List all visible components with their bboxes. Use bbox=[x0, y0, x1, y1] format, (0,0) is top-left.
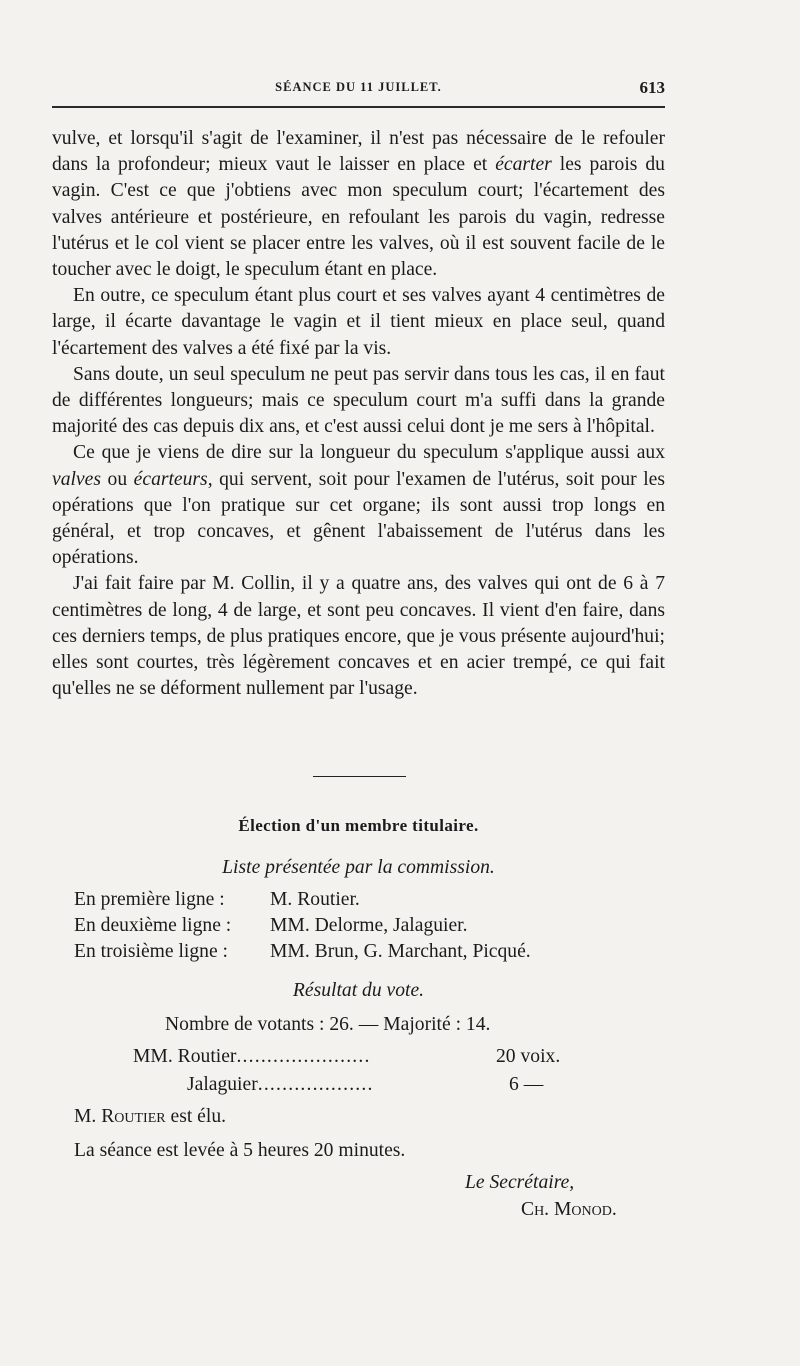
candidate-names: MM. Delorme, Jalaguier. bbox=[270, 915, 468, 936]
page-header bbox=[52, 80, 665, 102]
vote-row bbox=[187, 1074, 374, 1096]
paragraph-text: ou bbox=[100, 468, 134, 490]
body-paragraph bbox=[52, 571, 665, 702]
election-title: Élection d'un membre titulaire. bbox=[238, 816, 479, 835]
italic-term: écarter bbox=[495, 154, 552, 176]
header-rule bbox=[52, 106, 665, 108]
candidate-rank: En troisième ligne : bbox=[74, 941, 228, 962]
body-paragraph bbox=[52, 440, 665, 571]
paragraph-text: vulve, et lorsqu'il s'agit de l'examiner, il n'est pas nécessaire de le refouler dans la profondeur; mieux vaut le laisser en place et bbox=[52, 128, 665, 176]
signature-role: Le Secrétaire, bbox=[465, 1172, 575, 1193]
italic-term: écarteurs bbox=[133, 468, 208, 490]
page-number: 613 bbox=[639, 78, 665, 97]
candidate-names: MM. Brun, G. Marchant, Picqué. bbox=[270, 941, 531, 962]
running-title: SÉANCE DU 11 JUILLET. bbox=[275, 80, 442, 94]
paragraph-text: En outre, ce speculum étant plus court et ses valves ayant 4 centimètres de large, il écarte davantage le vagin et il tient mieux en place seul, quand l'écartement des valves a été fixé par la vis. bbox=[52, 285, 665, 359]
voters-line: Nombre de votants : 26. — Majorité : 14. bbox=[165, 1014, 491, 1035]
vote-name: Jalaguier bbox=[187, 1074, 258, 1095]
candidate-line bbox=[74, 888, 360, 912]
candidate-rank: En première ligne : bbox=[74, 889, 225, 910]
result-heading: Résultat du vote. bbox=[292, 980, 425, 1001]
candidate-line bbox=[74, 914, 468, 938]
vote-name: Routier bbox=[177, 1046, 237, 1067]
elected-text: est élu. bbox=[165, 1106, 227, 1127]
list-heading: Liste présentée par la commission. bbox=[222, 857, 495, 878]
vote-count: 6 — bbox=[509, 1074, 544, 1095]
body-paragraph bbox=[52, 283, 665, 362]
paragraph-text: Ce que je viens de dire sur la longueur du speculum s'applique aussi aux bbox=[73, 442, 665, 464]
vote-count: 20 voix. bbox=[496, 1046, 561, 1067]
body-paragraph bbox=[52, 126, 665, 283]
body-text bbox=[52, 126, 665, 702]
signature-name: Ch. Monod. bbox=[521, 1199, 617, 1220]
vote-leaders: ...................... bbox=[236, 1046, 371, 1067]
candidate-rank: En deuxième ligne : bbox=[74, 915, 232, 936]
candidate-line bbox=[74, 940, 531, 964]
paragraph-text: Sans doute, un seul speculum ne peut pas servir dans tous les cas, il en faut de différentes longueurs; mais ce speculum court m'a suffi dans la grande majorité des cas depuis dix ans, et c'est aussi celui dont je me sers à l'hôpital. bbox=[52, 363, 665, 438]
paragraph-text: les parois du vagin. C'est ce que j'obtiens avec mon speculum court; l'écartement des valves antérieure et postérieure, en refoulant les parois du vagin, redresse l'utérus et le col vient se placer entre les valves, où il est souvent facile de le toucher avec le doigt, le speculum étant en place. bbox=[52, 154, 665, 281]
vote-prefix: MM. bbox=[133, 1046, 173, 1067]
elected-name: M. Routier bbox=[74, 1106, 166, 1127]
italic-term: valves bbox=[52, 468, 101, 490]
elected-line bbox=[74, 1106, 226, 1128]
candidate-names: M. Routier. bbox=[270, 889, 360, 910]
vote-row bbox=[133, 1046, 371, 1068]
closing-line: La séance est levée à 5 heures 20 minutes. bbox=[74, 1140, 406, 1161]
body-paragraph bbox=[52, 362, 665, 441]
paragraph-text: , qui servent, soit pour l'examen de l'utérus, soit pour les opérations que l'on pratique sur cet organe; ils sont aussi trop longs en général, et trop concaves, et gênent l'abaissement de l'utérus dans les opérations. bbox=[52, 468, 666, 569]
vote-leaders: ................... bbox=[257, 1074, 374, 1095]
paragraph-text: J'ai fait faire par M. Collin, il y a quatre ans, des valves qui ont de 6 à 7 centimètres de long, 4 de large, et sont peu concaves. Il vient d'en faire, dans ces derniers temps, de plus pratiques encore, que je vous présente aujourd'hui; elles sont courtes, très légèrement concaves et en acier trempé, ce qui fait qu'elles ne se déforment nullement par l'usage. bbox=[52, 573, 665, 700]
section-separator bbox=[313, 776, 406, 777]
